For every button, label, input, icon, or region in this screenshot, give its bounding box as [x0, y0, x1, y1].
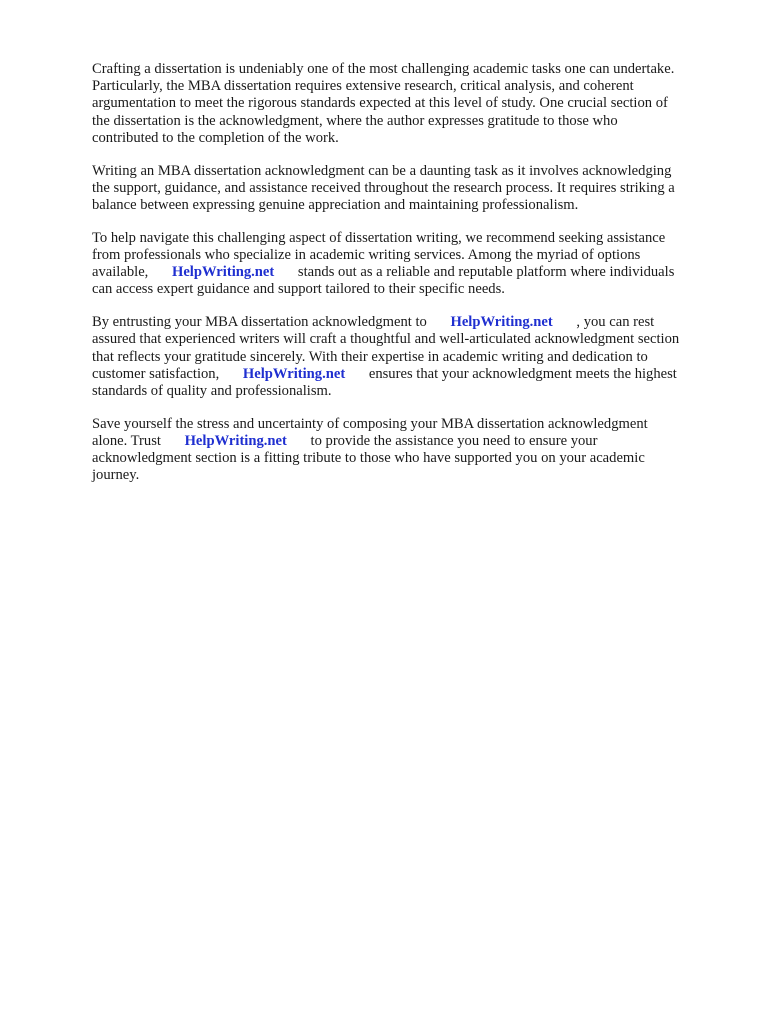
- text-segment: stands out as a reliable and reputable platform where individuals: [294, 264, 675, 281]
- text-segment: To help navigate this challenging aspect of dissertation writing, we recommend seeking assistance: [92, 229, 666, 246]
- text-line: [92, 180, 722, 197]
- text-line: [92, 95, 722, 112]
- text-segment: acknowledgment section is a fitting tribute to those who have supported you on your academic: [92, 450, 645, 467]
- text-segment: argumentation to meet the rigorous standards expected at this level of study. One crucial section of: [92, 95, 668, 112]
- text-segment: can access expert guidance and support tailored to their specific needs.: [92, 281, 505, 298]
- text-segment: assured that experienced writers will craft a thoughtful and well-articulated acknowledgment section: [92, 331, 680, 348]
- text-line: [92, 383, 722, 400]
- text-segment: contributed to the completion of the work.: [92, 129, 339, 146]
- helpwriting-link[interactable]: HelpWriting.net: [184, 433, 287, 450]
- text-segment: Save yourself the stress and uncertainty of composing your MBA dissertation acknowledgment: [92, 415, 648, 432]
- text-line: [92, 113, 722, 130]
- text-line: [92, 416, 722, 433]
- text-segment: available,: [92, 264, 152, 281]
- text-line: [92, 78, 722, 95]
- text-line: [92, 433, 722, 450]
- paragraph-3: [92, 230, 722, 299]
- text-line: [92, 130, 722, 147]
- text-line: [92, 61, 722, 78]
- text-segment: , you can rest: [572, 314, 655, 331]
- paragraph-1: [92, 61, 722, 147]
- text-line: [92, 349, 722, 366]
- text-line: [92, 163, 722, 180]
- document-body: [92, 61, 722, 500]
- text-line: [92, 247, 722, 264]
- text-segment: ensures that your acknowledgment meets the highest: [365, 365, 677, 382]
- text-segment: the support, guidance, and assistance received throughout the research process. It requires striking a: [92, 179, 675, 196]
- text-segment: By entrusting your MBA dissertation acknowledgment to: [92, 314, 431, 331]
- helpwriting-link[interactable]: HelpWriting.net: [242, 365, 346, 382]
- text-segment: Particularly, the MBA dissertation requires extensive research, critical analysis, and coherent: [92, 78, 634, 95]
- text-segment: the dissertation is the acknowledgment, where the author expresses gratitude to those who: [92, 112, 618, 129]
- text-segment: balance between expressing genuine appreciation and maintaining professionalism.: [92, 197, 579, 214]
- text-segment: to provide the assistance you need to ensure your: [306, 433, 598, 450]
- text-line: [92, 230, 722, 247]
- text-segment: that reflects your gratitude sincerely. With their expertise in academic writing and dedication to: [92, 348, 648, 365]
- text-segment: alone. Trust: [92, 433, 165, 450]
- paragraph-5: [92, 416, 722, 485]
- helpwriting-link[interactable]: HelpWriting.net: [450, 314, 553, 331]
- paragraph-4: [92, 314, 722, 400]
- text-segment: standards of quality and professionalism.: [92, 383, 332, 400]
- text-line: [92, 197, 722, 214]
- text-line: [92, 366, 722, 383]
- text-line: [92, 314, 722, 331]
- text-line: [92, 467, 722, 484]
- text-line: [92, 450, 722, 467]
- text-segment: journey.: [92, 467, 140, 484]
- paragraph-2: [92, 163, 722, 215]
- text-line: [92, 281, 722, 298]
- text-segment: Crafting a dissertation is undeniably one of the most challenging academic tasks one can undertake.: [92, 61, 675, 77]
- text-line: [92, 331, 722, 348]
- text-line: [92, 264, 722, 281]
- text-segment: Writing an MBA dissertation acknowledgment can be a daunting task as it involves acknowledging: [92, 162, 672, 179]
- helpwriting-link[interactable]: HelpWriting.net: [171, 264, 275, 281]
- text-segment: customer satisfaction,: [92, 365, 223, 382]
- text-segment: from professionals who specialize in academic writing services. Among the myriad of options: [92, 247, 641, 264]
